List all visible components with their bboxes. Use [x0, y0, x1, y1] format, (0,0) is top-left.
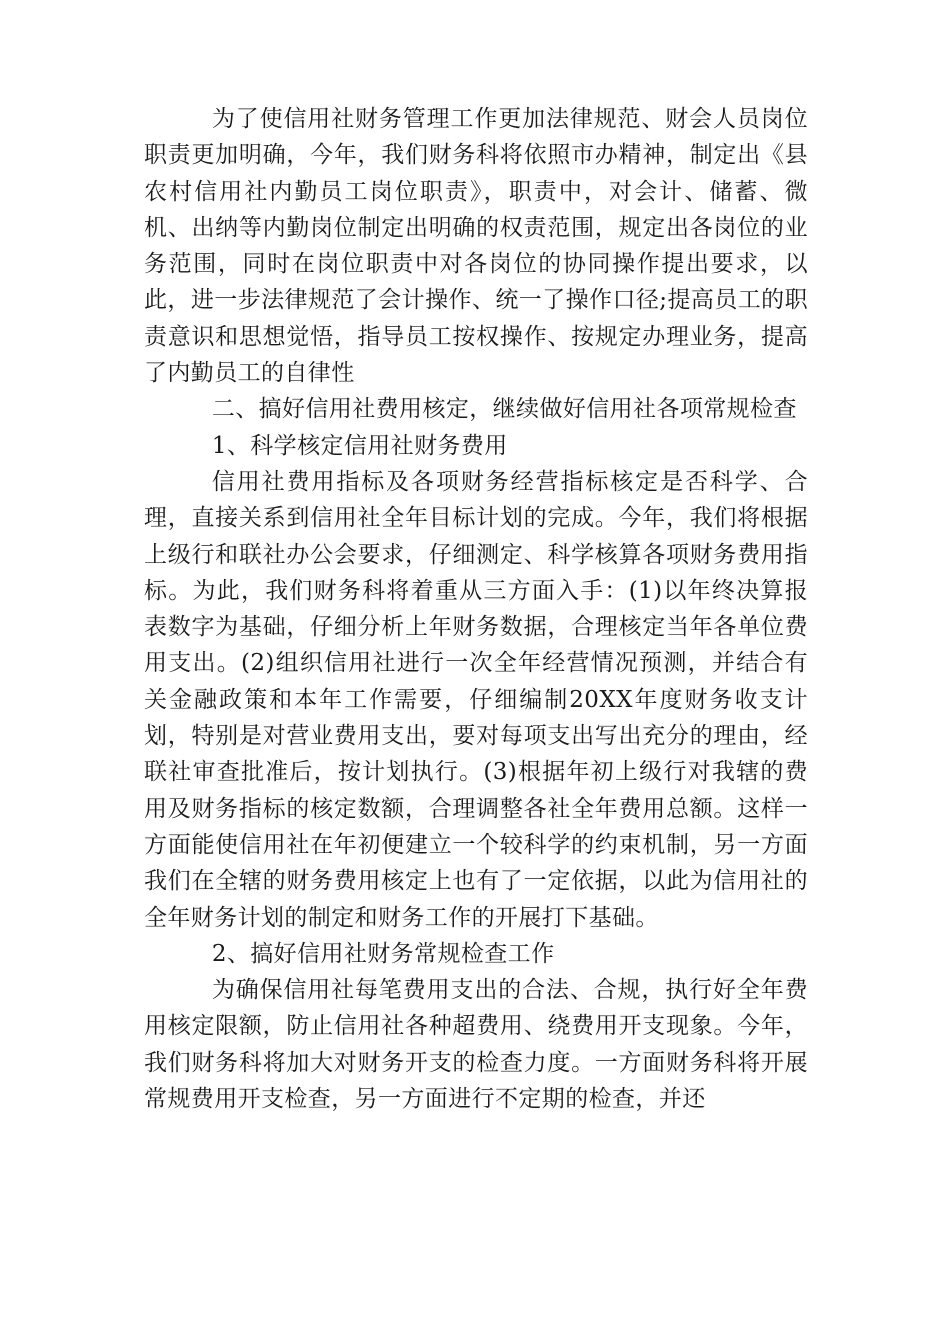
document-body	[144, 101, 808, 1117]
paragraph-routine-inspection: 为确保信用社每笔费用支出的合法、合规，执行好全年费用核定限额，防止信用社各种超费用、绕费用开支现象。今年，我们财务科将加大对财务开支的检查力度。一方面财务科将开展常规费用开支检查，另一方面进行不定期的检查，并还	[144, 977, 808, 1113]
paragraph-expense-verification: 信用社费用指标及各项财务经营指标核定是否科学、合理，直接关系到信用社全年目标计划的完成。今年，我们将根据上级行和联社办公会要求，仔细测定、科学核算各项财务费用指标。为此，我们财务科将着重从三方面入手：(1)以年终决算报表数字为基础，仔细分析上年财务数据，合理核定当年各单位费用支出。(2)组织信用社进行一次全年经营情况预测，并结合有关金融政策和本年工作需要，仔细编制20XX年度财务收支计划，特别是对营业费用支出，要对每项支出写出充分的理由，经联社审查批准后，按计划执行。(3)根据年初上级行对我辖的费用及财务指标的核定数额，合理调整各社全年费用总额。这样一方面能使信用社在年初便建立一个较科学的约束机制，另一方面我们在全辖的财务费用核定上也有了一定依据，以此为信用社的全年财务计划的制定和财务工作的开展打下基础。	[144, 468, 808, 931]
subheading-routine-inspection: 2、搞好信用社财务常规检查工作	[211, 940, 555, 967]
paragraph-job-responsibilities: 为了使信用社财务管理工作更加法律规范、财会人员岗位职责更加明确，今年，我们财务科将依照市办精神，制定出《县农村信用社内勤员工岗位职责》，职责中，对会计、储蓄、微机、出纳等内勤岗位制定出明确的权责范围，规定出各岗位的业务范围，同时在岗位职责中对各岗位的协同操作提出要求，以此，进一步法律规范了会计操作、统一了操作口径;提高员工的职责意识和思想觉悟，指导员工按权操作、按规定办理业务，提高了内勤员工的自律性	[144, 106, 808, 387]
section-heading-expense-check: 二、搞好信用社费用核定，继续做好信用社各项常规检查	[211, 396, 797, 423]
subheading-expense-verification: 1、科学核定信用社财务费用	[211, 432, 508, 459]
